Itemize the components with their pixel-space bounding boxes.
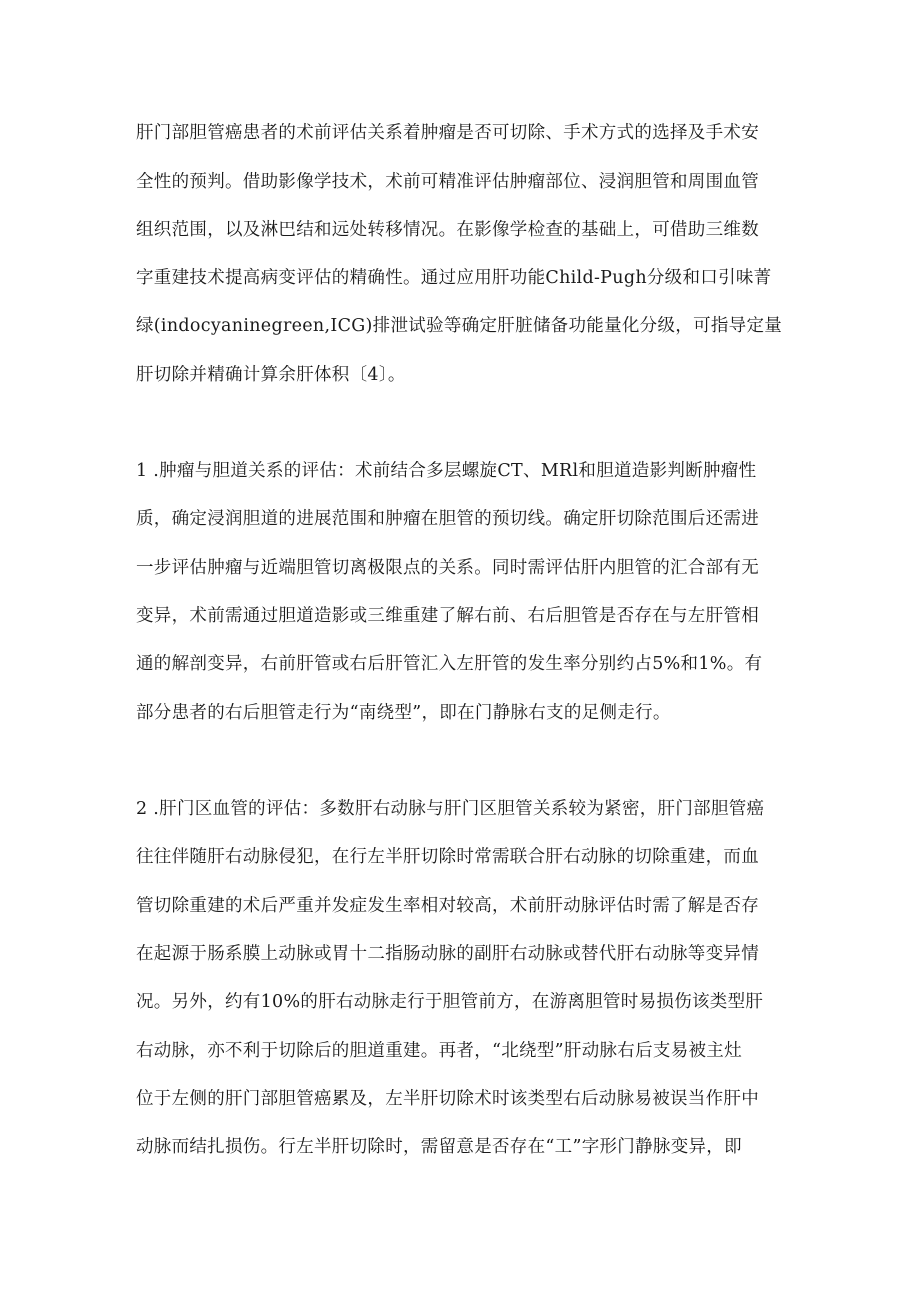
text-line: 肝切除并精确计算余肝体积〔4〕。 bbox=[136, 365, 406, 385]
text-line: 质，确定浸润胆道的进展范围和肿瘤在胆管的预切线。确定肝切除范围后还需进 bbox=[136, 509, 759, 529]
text-line: 字重建技术提高病变评估的精确性。通过应用肝功能Child-Pugh分级和口引味菁 bbox=[136, 268, 772, 288]
text-line: 管切除重建的术后严重并发症发生率相对较高，术前肝动脉评估时需了解是否存 bbox=[136, 896, 759, 916]
text-line: 往往伴随肝右动脉侵犯，在行左半肝切除时常需联合肝右动脉的切除重建，而血 bbox=[136, 847, 759, 867]
text-line: 绿(indocyaninegreen,ICG)排泄试验等确定肝脏储备功能量化分级，可指导定量 bbox=[136, 316, 783, 336]
text-line: 右动脉，亦不利于切除后的胆道重建。再者，“北绕型”肝动脉右后支易被主灶 bbox=[136, 1041, 742, 1061]
text-line: 动脉而结扎损伤。行左半肝切除时，需留意是否存在“工”字形门静脉变异，即 bbox=[136, 1137, 742, 1157]
text-line: 况。另外，约有10%的肝右动脉走行于胆管前方，在游离胆管时易损伤该类型肝 bbox=[136, 992, 764, 1012]
text-line: 2 .肝门区血管的评估：多数肝右动脉与肝门区胆管关系较为紧密，肝门部胆管癌 bbox=[136, 799, 765, 819]
text-line: 变异，术前需通过胆道造影或三维重建了解右前、右后胆管是否存在与左肝管相 bbox=[136, 606, 759, 626]
text-line: 肝门部胆管癌患者的术前评估关系着肿瘤是否可切除、手术方式的选择及手术安 bbox=[136, 123, 759, 143]
text-line: 1 .肿瘤与胆道关系的评估：术前结合多层螺旋CT、MRl和胆道造影判断肿瘤性 bbox=[136, 461, 757, 481]
text-line: 在起源于肠系膜上动脉或胃十二指肠动脉的副肝右动脉或替代肝右动脉等变异情 bbox=[136, 944, 759, 964]
text-line: 部分患者的右后胆管走行为“南绕型”，即在门静脉右支的足侧走行。 bbox=[136, 703, 671, 723]
text-line: 通的解剖变异，右前肝管或右后肝管汇入左肝管的发生率分别约占5%和1%。有 bbox=[136, 654, 763, 674]
text-line: 组织范围，以及淋巴结和远处转移情况。在影像学检查的基础上，可借助三维数 bbox=[136, 220, 759, 240]
text-line: 位于左侧的肝门部胆管癌累及，左半肝切除术时该类型右后动脉易被误当作肝中 bbox=[136, 1089, 759, 1109]
text-line: 全性的预判。借助影像学技术，术前可精准评估肿瘤部位、浸润胆管和周围血管 bbox=[136, 172, 759, 192]
text-line: 一步评估肿瘤与近端胆管切离极限点的关系。同时需评估肝内胆管的汇合部有无 bbox=[136, 558, 759, 578]
